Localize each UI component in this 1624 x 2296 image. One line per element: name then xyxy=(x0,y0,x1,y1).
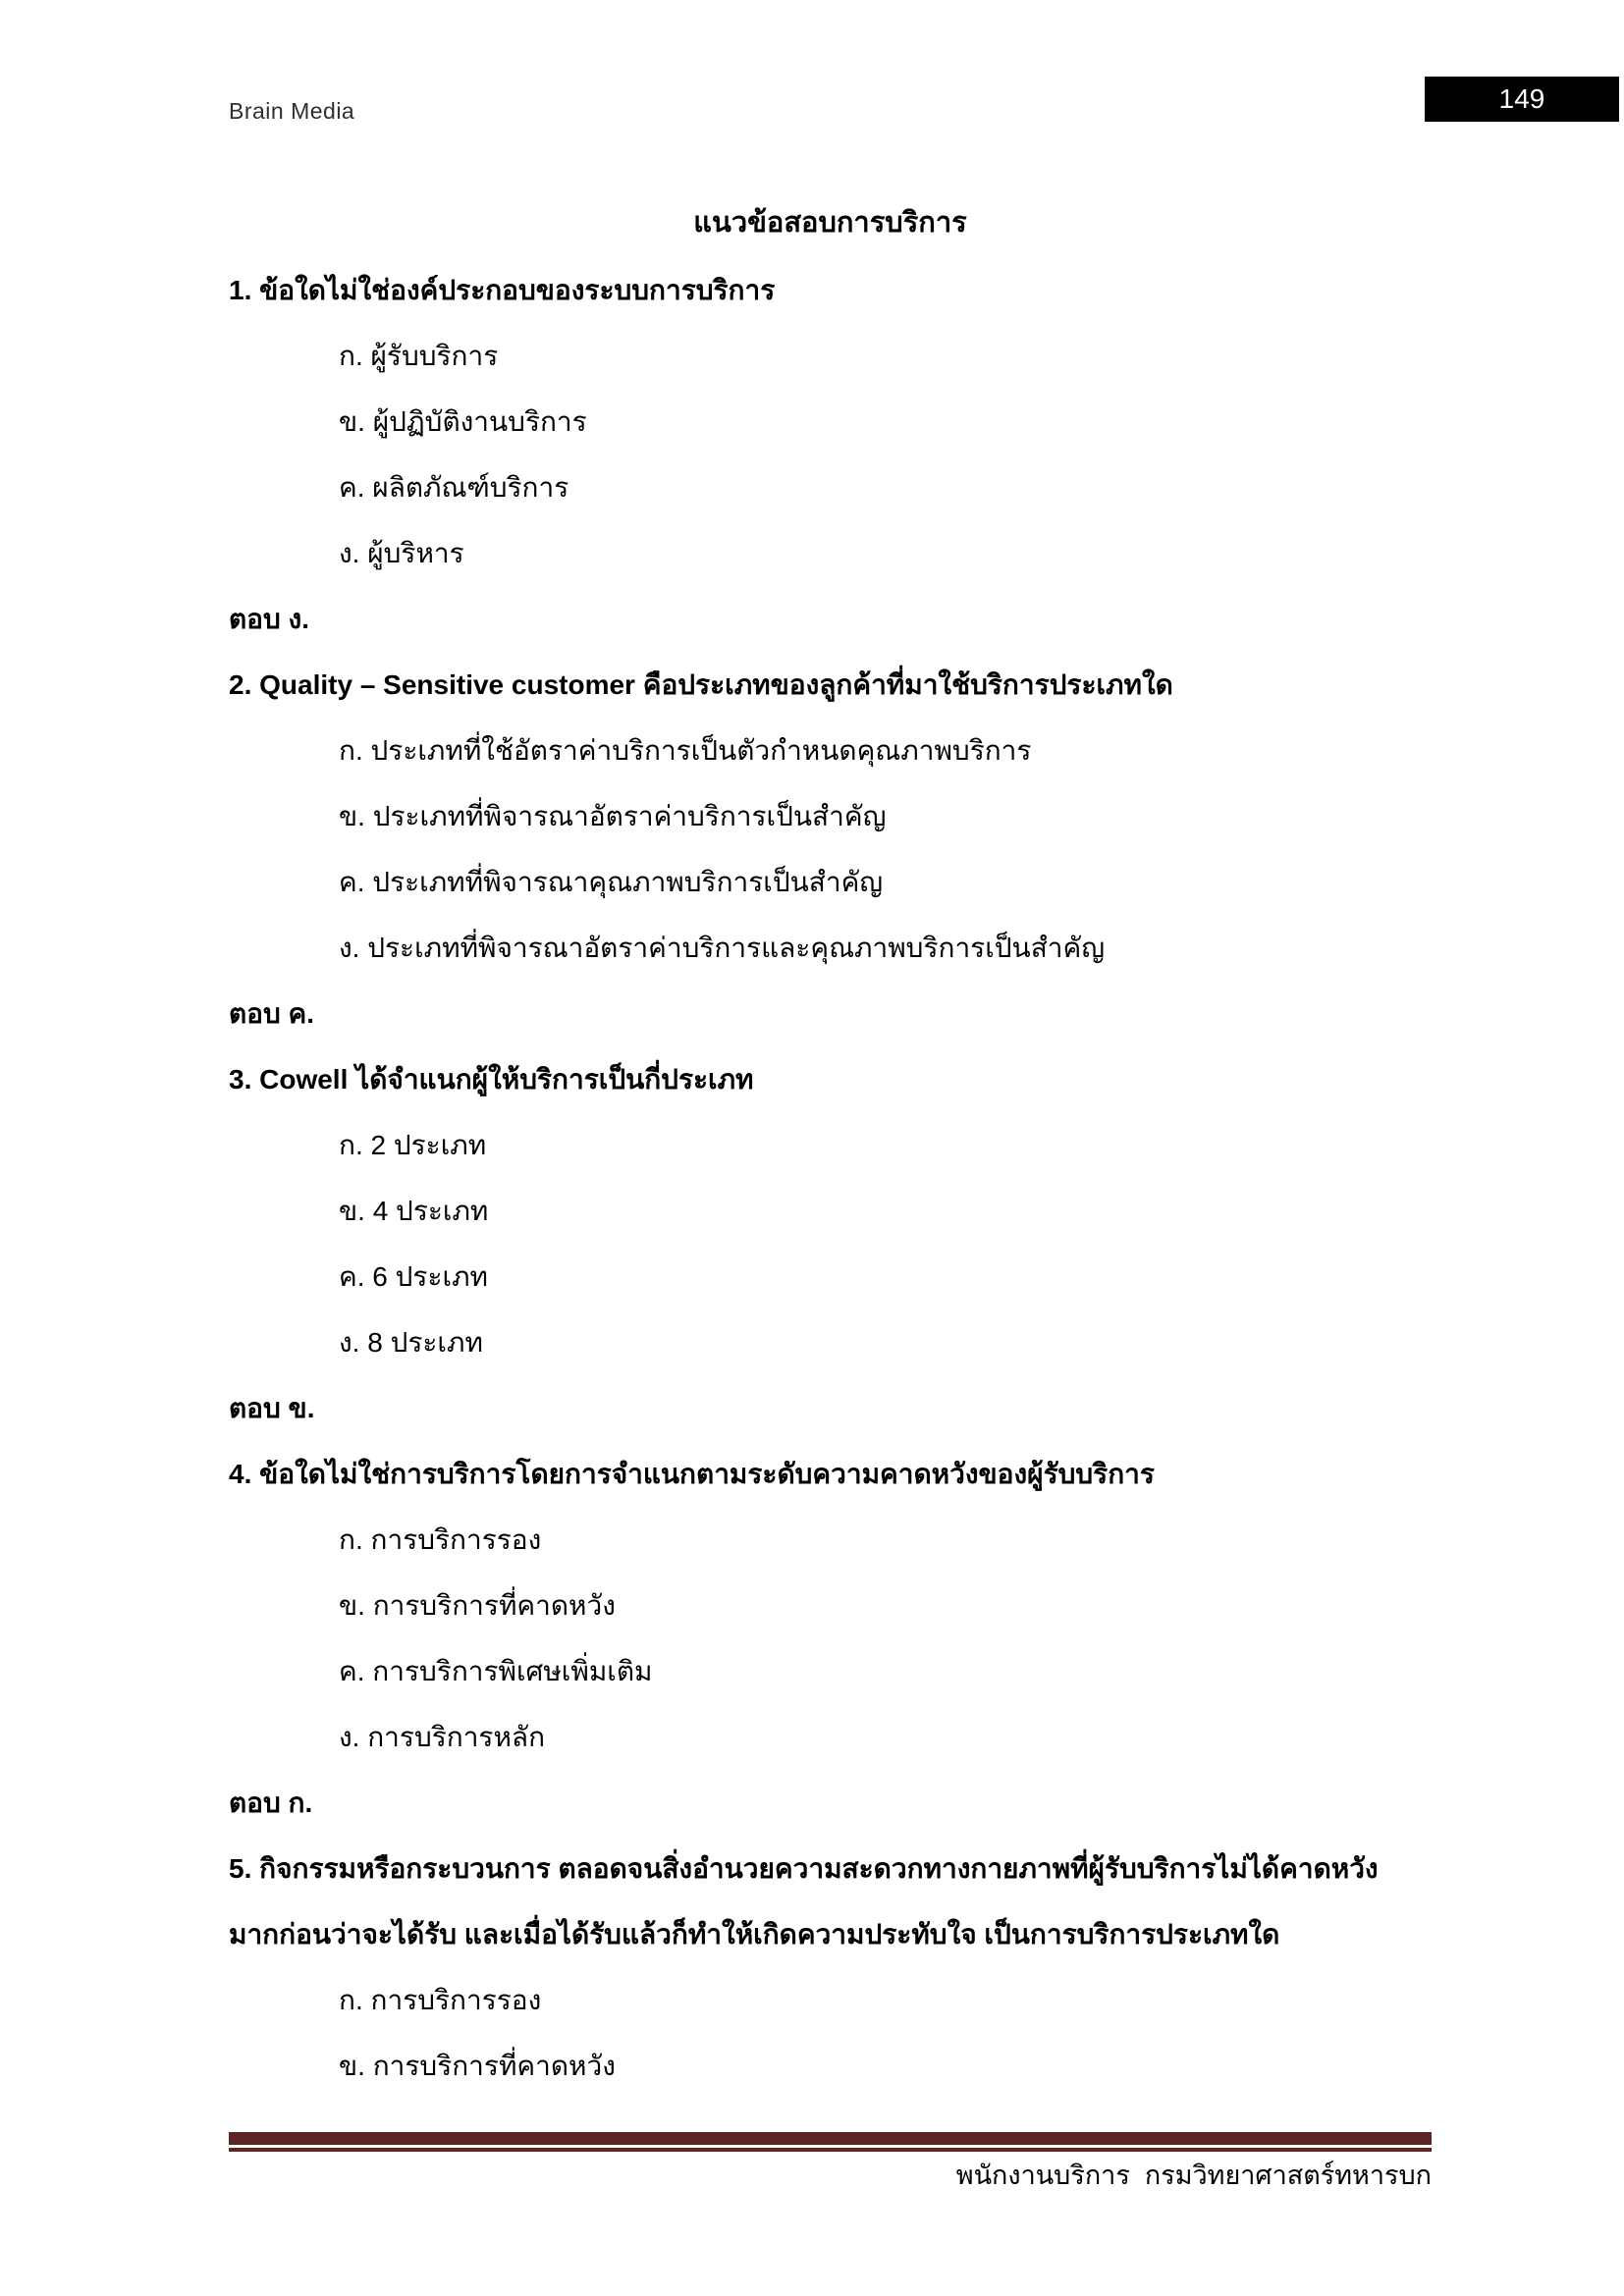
option-item: ก. การบริการรอง xyxy=(339,1984,542,2015)
option-item: ค. ผลิตภัณฑ์บริการ xyxy=(339,471,569,503)
option-item: ข. ผู้ปฏิบัติงานบริการ xyxy=(339,405,587,437)
footer-credit-text: พนักงานบริการ กรมวิทยาศาสตร์ทหารบก xyxy=(955,2161,1432,2190)
question-text-line2: มากก่อนว่าจะได้รับ และเมื่อได้รับแล้วก็ทำให้เกิดความประทับใจ เป็นการบริการประเภทใด xyxy=(229,1918,1280,1949)
option-item: ค. การบริการพิเศษเพิ่มเติม xyxy=(339,1655,653,1686)
page-number-badge xyxy=(1425,77,1619,122)
footer-divider-thick-rule xyxy=(229,2132,1432,2145)
page-number: 149 xyxy=(1498,83,1545,114)
option-item: ข. ประเภทที่พิจารณาอัตราค่าบริการเป็นสำคัญ xyxy=(339,800,887,831)
question-text: 5. กิจกรรมหรือกระบวนการ ตลอดจนสิ่งอำนวยความสะดวกทางกายภาพที่ผู้รับบริการไม่ได้คาดหวัง xyxy=(229,1852,1379,1884)
question-block-1 xyxy=(229,257,1432,652)
footer-divider xyxy=(229,2132,1432,2152)
question-block-2 xyxy=(229,652,1432,1046)
option-item: ก. การบริการรอง xyxy=(339,1523,542,1555)
option-item: ง. 8 ประเภท xyxy=(339,1326,483,1358)
document-title: แนวข้อสอบการบริการ xyxy=(693,207,967,239)
option-item: ง. ประเภทที่พิจารณาอัตราค่าบริการและคุณภาพบริการเป็นสำคัญ xyxy=(339,932,1106,963)
question-block-3 xyxy=(229,1046,1432,1441)
option-item: ก. ผู้รับบริการ xyxy=(339,340,499,371)
option-item: ข. การบริการที่คาดหวัง xyxy=(339,2050,616,2081)
question-text: 2. Quality – Sensitive customer คือประเภทของลูกค้าที่มาใช้บริการประเภทใด xyxy=(229,668,1173,700)
answer-text: ตอบ ง. xyxy=(229,603,310,634)
option-item: ข. การบริการที่คาดหวัง xyxy=(339,1589,616,1621)
option-item: ข. 4 ประเภท xyxy=(339,1195,489,1226)
question-text: 4. ข้อใดไม่ใช่การบริการโดยการจำแนกตามระดับความคาดหวังของผู้รับบริการ xyxy=(229,1458,1155,1489)
option-item: ก. ประเภทที่ใช้อัตราค่าบริการเป็นตัวกำหนดคุณภาพบริการ xyxy=(339,734,1032,766)
question-block-5 xyxy=(229,1836,1432,2099)
question-block-4 xyxy=(229,1441,1432,1836)
option-item: ค. ประเภทที่พิจารณาคุณภาพบริการเป็นสำคัญ xyxy=(339,866,884,897)
question-text: 3. Cowell ได้จำแนกผู้ให้บริการเป็นกี่ประเภท xyxy=(229,1063,754,1095)
option-item: ค. 6 ประเภท xyxy=(339,1260,488,1292)
option-item: ง. การบริการหลัก xyxy=(339,1721,546,1752)
option-item: ก. 2 ประเภท xyxy=(339,1129,487,1160)
document-body xyxy=(229,187,1432,2099)
answer-text: ตอบ ข. xyxy=(229,1392,315,1423)
answer-text: ตอบ ก. xyxy=(229,1787,313,1818)
answer-text: ตอบ ค. xyxy=(229,997,315,1029)
brand-text: Brain Media xyxy=(229,98,355,124)
option-item: ง. ผู้บริหาร xyxy=(339,537,464,568)
footer-divider-thin-rule xyxy=(229,2148,1432,2152)
question-text: 1. ข้อใดไม่ใช่องค์ประกอบของระบบการบริการ xyxy=(229,274,776,305)
